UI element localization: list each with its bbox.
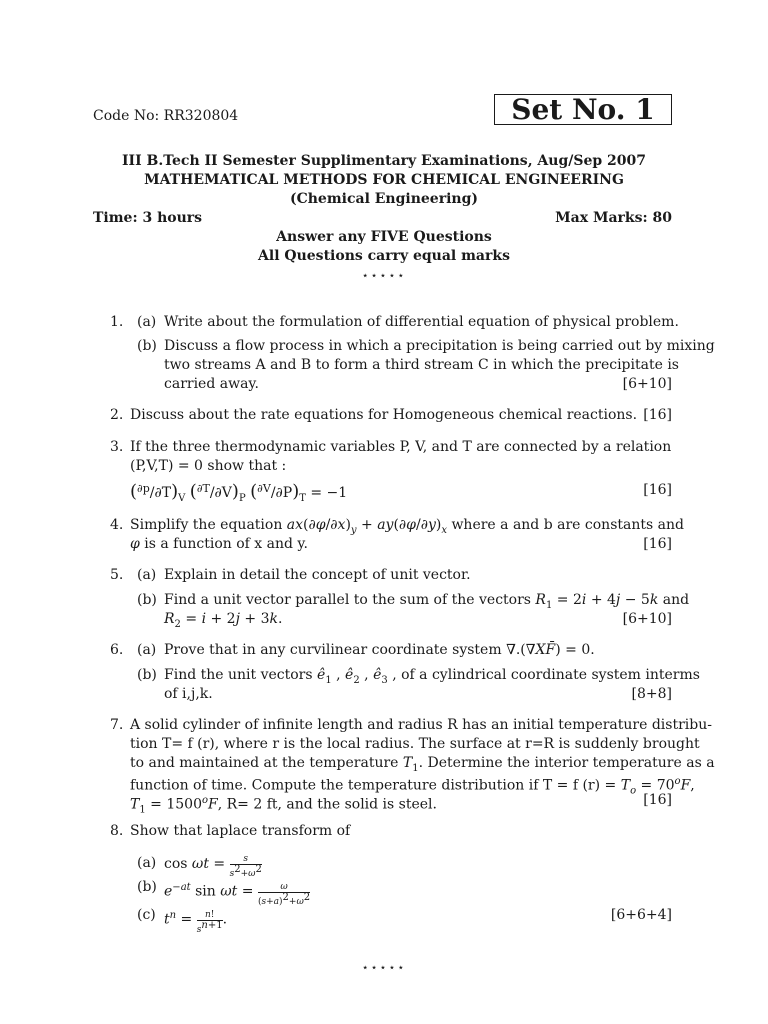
question-text: to and maintained at the temperature $T_1$. Determine the interior temperature as a — [130, 755, 715, 774]
part-label: (a) — [137, 642, 157, 658]
question-text: Prove that in any curvilinear coordinate system ∇.(∇XF̄) = 0. — [164, 642, 595, 658]
exam-time: Time: 3 hours — [93, 210, 203, 226]
question-text: Show that laplace transform of — [130, 823, 351, 839]
question-text: $R_2 = i + 2j + 3k$. — [164, 611, 283, 630]
part-label: (b) — [137, 338, 157, 354]
question-number: 3. — [110, 439, 124, 455]
question-number: 7. — [110, 717, 124, 733]
question-text: (P,V,T) = 0 show that : — [130, 458, 287, 474]
question-text: tion T= f (r), where r is the local radius. The surface at r=R is suddenly brought — [130, 736, 700, 752]
question-text: function of time. Compute the temperature distribution if T = f $(r) = T_o = 70^oF$, — [130, 776, 695, 797]
equation: $e^{-at}$ sin ωt = $\frac{\omega}{(s+a)^2+\omega^2}$ — [164, 881, 311, 907]
equation: $t^n$ = $\frac{n!}{s^{n+1}}$ . — [164, 909, 228, 935]
marks-label: [6+10] — [622, 376, 672, 392]
question-text-part: function of time. Compute the temperature distribution if T = f (r) = — [130, 777, 617, 794]
question-text-part: . Determine the interior temperature as a — [418, 755, 715, 771]
marks-label: [16] — [643, 792, 672, 808]
semester-line: III B.Tech II Semester Supplimentary Examinations, Aug/Sep 2007 — [121, 153, 647, 169]
question-text: Write about the formulation of differential equation of physical problem. — [164, 314, 679, 330]
question-number: 5. — [110, 567, 124, 583]
marks-label: [16] — [643, 482, 672, 498]
question-text: Find a unit vector parallel to the sum of the vectors $R_1 = 2i + 4j - 5k$ and — [164, 592, 690, 611]
set-number-box: Set No. 1 — [494, 94, 672, 125]
question-text: Discuss a flow process in which a precipitation is being carried out by mixing — [164, 338, 715, 354]
branch-name: (Chemical Engineering) — [289, 191, 478, 207]
question-text-part: , R= 2 ft, and the solid is steel. — [217, 796, 437, 813]
part-label: (c) — [137, 907, 156, 923]
instruction-marks: All Questions carry equal marks — [258, 248, 510, 264]
question-text: Explain in detail the concept of unit vector. — [164, 567, 471, 583]
code-number: Code No: RR320804 — [93, 108, 239, 124]
question-text: Find the unit vectors $ê_1$ , $ê_2$ , $ê_3$ , of a cylindrical coordinate system interms — [164, 667, 700, 686]
question-text-part: to and maintained at the temperature — [130, 755, 399, 771]
question-text-part: where a and b are constants and — [451, 517, 684, 533]
question-text-part: Find a unit vector parallel to the sum of the vectors — [164, 592, 531, 608]
question-text-part: is a function of x and y. — [144, 536, 308, 552]
part-label: (a) — [137, 855, 157, 871]
question-text-part: Simplify the equation — [130, 517, 283, 533]
question-text: of i,j,k. — [164, 686, 213, 702]
footer-stars: ⋆⋆⋆⋆⋆ — [361, 961, 407, 974]
question-text: Simplify the equation $ax(\partial\varphi/\partial x)_y + ay(\partial\varphi/\partial y)_x$ where a and b are constants and — [130, 517, 684, 536]
part-label: (a) — [137, 314, 157, 330]
part-label: (a) — [137, 567, 157, 583]
question-text-part: Prove that in any curvilinear coordinate system — [164, 642, 502, 658]
max-marks: Max Marks: 80 — [555, 210, 672, 226]
equation: cos ωt = $\frac{s}{s^2+\omega^2}$ — [164, 854, 262, 879]
question-number: 6. — [110, 642, 124, 658]
part-label: (b) — [137, 667, 157, 683]
question-text: $T_1 = 1500^oF$, R= 2 ft, and the solid is steel. — [130, 795, 437, 816]
question-number: 2. — [110, 407, 124, 423]
question-number: 8. — [110, 823, 124, 839]
question-text: φ is a function of x and y. — [130, 536, 308, 552]
marks-label: [16] — [643, 536, 672, 552]
marks-label: [6+6+4] — [610, 907, 672, 923]
question-number: 1. — [110, 314, 124, 330]
part-label: (b) — [137, 879, 157, 895]
instruction-answer: Answer any FIVE Questions — [276, 229, 492, 245]
marks-label: [16] — [643, 407, 672, 423]
question-text: A solid cylinder of infinite length and radius R has an initial temperature distribu- — [130, 717, 712, 733]
question-text: two streams A and B to form a third stream C in which the precipitate is — [164, 357, 679, 373]
equation: $(^{\partial p}/\partial T)_V$ $(^{\partial T}/\partial V)_P$ $(^{\partial V}/\partial P)_T = -1$ — [130, 481, 348, 504]
header-stars: ⋆⋆⋆⋆⋆ — [361, 269, 407, 282]
question-text-part: Find the unit vectors — [164, 667, 313, 683]
question-text: If the three thermodynamic variables P, V, and T are connected by a relation — [130, 439, 672, 455]
question-text: carried away. — [164, 376, 259, 392]
subject-title: MATHEMATICAL METHODS FOR CHEMICAL ENGINEERING — [144, 172, 624, 188]
marks-label: [8+8] — [631, 686, 672, 702]
part-label: (b) — [137, 592, 157, 608]
question-number: 4. — [110, 517, 124, 533]
question-text: Discuss about the rate equations for Homogeneous chemical reactions. — [130, 407, 638, 423]
equation-rhs: = −1 — [310, 485, 348, 501]
marks-label: [6+10] — [622, 611, 672, 627]
question-text-part: , of a cylindrical coordinate system interms — [392, 667, 700, 683]
